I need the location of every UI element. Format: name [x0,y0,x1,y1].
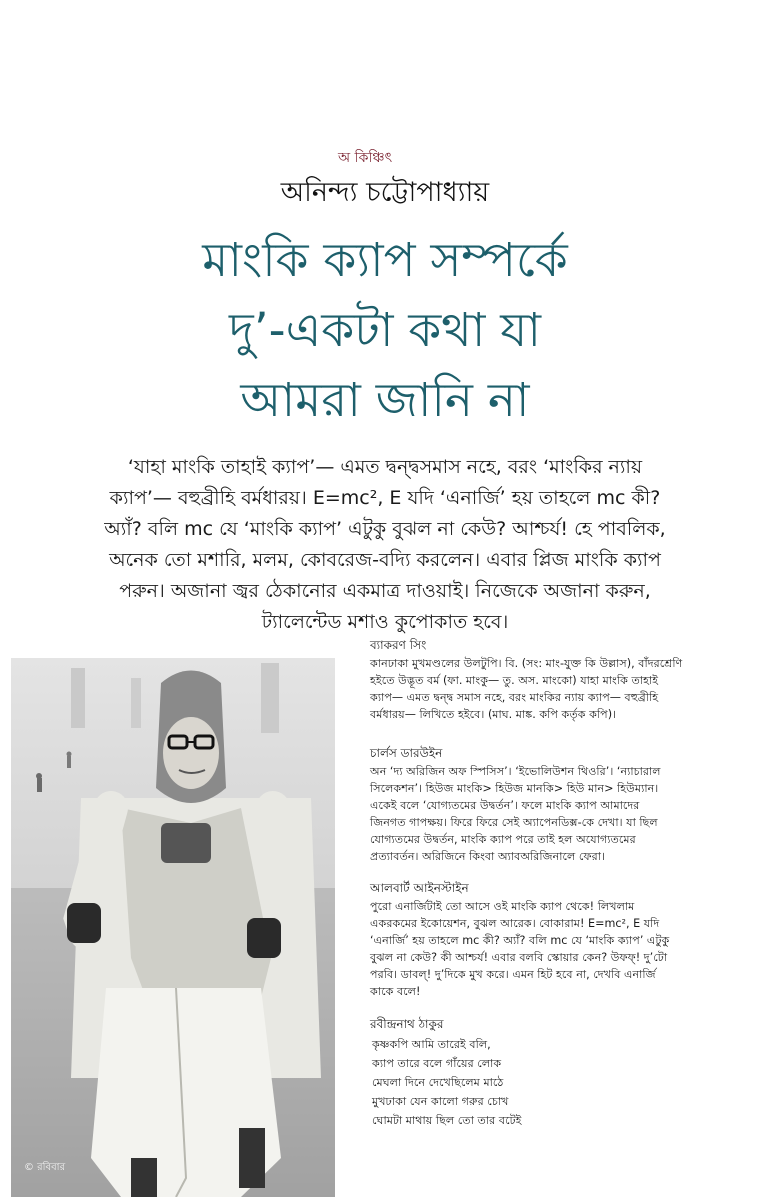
intro-line: ক্যাপ’— বহুব্রীহি বর্মধারয়। E=mc², E যদি ‘এনার্জি’ হয় তাহলে mc কী? [109,487,661,509]
poem-line: কৃষ্ণকপি আমি তারেই বলি, [372,1038,491,1051]
headline-line: দু’-একটা কথা যা [229,303,541,358]
intro-line: ‘যাহা মাংকি তাহাই ক্যাপ’— এমত দ্বন্দ্বসমাস নহে, বরং ‘মাংকির ন্যায় [127,456,643,478]
text-line: পুরো এনার্জিটাই তো আসে ওই মাংকি ক্যাপ থেকে! লিখলাম [370,900,635,913]
text-line: কাকে বলে! [370,985,421,998]
section-tag: অ কিঞ্চিৎ [338,150,393,166]
intro-line: অনেক তো মশারি, মলম, কোবরেজ-বদ্যি করলেন। এবার প্লিজ মাংকি ক্যাপ [109,549,661,571]
text-line: অন ‘দ্য অরিজিন অফ স্পিসিস’। ‘ইভোলিউশন থিওরি’। ‘ন্যাচারাল [370,765,661,778]
author-name: অনিন্দ্য চট্টোপাধ্যায় [280,177,490,208]
poem-line: ক্যাপ তারে বলে গাঁয়ের লোক [372,1057,502,1070]
section-tagore [370,1015,755,1130]
section-byakaran-sing [370,637,755,723]
section-einstein [370,880,755,1000]
intro-line: পরুন। অজানা জ্বর ঠেকানোর একমাত্র দাওয়াই। নিজেকে অজানা করুন, [119,580,651,602]
text-line: ‘এনার্জি’ হয় তাহলে mc কী? অ্যাঁ? বলি mc যে ‘মাংকি ক্যাপ’ এটুকু [370,934,670,947]
intro-line: অ্যাঁ? বলি mc যে ‘মাংকি ক্যাপ’ এটুকু বুঝল না কেউ? আশ্চর্য! হে পাবলিক, [104,518,666,540]
headline-line: আমরা জানি না [240,373,530,428]
text-line: কানঢাকা মুখমণ্ডলের উলটুপি। বি. (সং: মাং-যুক্ত কি উল্লাস), বাঁদরশ্রেণি [370,657,683,670]
section-heading: রবীন্দ্রনাথ ঠাকুর [370,1017,444,1031]
text-line: সিলেকশন’। হিউজ মাংকি> হিউজ মানকি> হিউ মান> হিউম্যান। [370,782,659,795]
intro-paragraph [62,452,708,638]
text-line: পরবি। ডাবল্! দু’দিকে মুখ করে। এমন হিট হবে না, দেখবি এনার্জি [370,968,656,981]
text-line: বর্মধারয়— লিখিতে হইবে। (মাঘ. মাঙ্ক. কপি কর্তৃক কপি)। [370,708,617,721]
text-line: একেই বলে ‘যোগ্যতমের উদ্বর্তন’। ফলে মাংকি ক্যাপ আমাদের [370,799,640,812]
photo-illustration [11,658,335,1197]
text-line: হইতে উদ্ভূত বর্ম (ফা. মাংকু— তু. অস. মাংকো) যাহা মাংকি তাহাই [370,674,659,687]
poem-line: ঘোমটা মাথায় ছিল তো তার বটেই [372,1114,522,1127]
text-line: বুঝল না কেউ? কী আশ্চর্য! এবার বলবি স্কোয়ার কেন? উফফ্! দু’টো [370,951,668,964]
photo-man-in-monkey-cap [11,658,335,1197]
section-heading: আলবার্ট আইনস্টাইন [370,881,469,895]
text-line: প্রত্যাবর্তন। অরিজিনে কিংবা অ্যাবঅরিজিনালে ফেরা। [370,850,606,863]
photo-credit: © রবিবার [24,1162,66,1173]
section-heading: চার্লস ডারউইন [370,746,443,760]
headline-line: মাংকি ক্যাপ সম্পর্কে [202,233,568,288]
section-heading: ব্যাকরণ সিং [370,638,427,652]
text-line: যোগ্যতমের উদ্বর্তন, মাংকি ক্যাপ পরে তাই হল অযোগ্যতমের [370,833,636,846]
section-darwin [370,745,755,865]
text-line: ক্যাপ— এমত দ্বন্দ্ব সমাস নহে, বরং মাংকির ন্যায় ক্যাপ— বহুব্রীহি [370,691,659,704]
text-line: জিনগত গাপক্ষয়। ফিরে ফিরে সেই অ্যাপেনডিক্স-কে দেখা। যা ছিল [370,816,658,829]
text-line: একরকমের ইকোয়েশন, বুঝল আরেক। বোকারাম! E=mc², E যদি [370,917,660,930]
poem-line: মেঘলা দিনে দেখেছিলেম মাঠে [372,1076,504,1089]
intro-line: ট্যালেন্টেড মশাও কুপোকাত হবে। [261,611,509,633]
headline [40,226,730,436]
poem-line: মুখঢাকা যেন কালো গরুর চোখ [372,1095,509,1108]
